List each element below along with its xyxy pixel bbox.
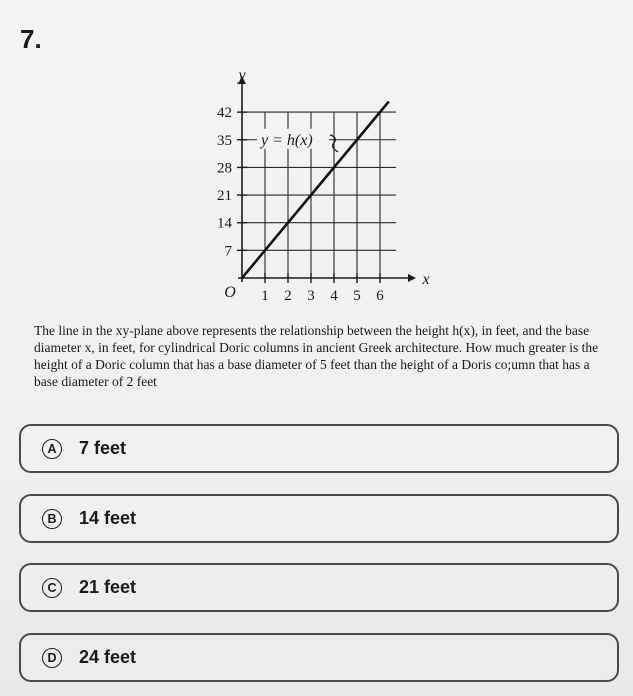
x-tick-label: 4 (330, 288, 338, 304)
y-tick-label: 42 (217, 105, 232, 122)
choice-d[interactable] (19, 633, 619, 682)
x-tick-label: 6 (376, 288, 384, 304)
choice-b-letter: B (42, 509, 62, 529)
y-axis-label: y (238, 67, 246, 84)
choice-a-text: 7 feet (79, 438, 127, 458)
function-label: y = h(x) (261, 131, 313, 149)
choice-d-letter: D (42, 648, 62, 668)
x-axis-arrow (408, 274, 416, 282)
x-tick-label: 5 (353, 288, 361, 304)
series-layer (242, 102, 389, 278)
y-tick-label: 14 (217, 215, 232, 232)
x-tick-label: 1 (261, 288, 269, 304)
choice-c[interactable] (19, 563, 619, 612)
y-tick-label: 28 (217, 160, 232, 177)
choice-a[interactable] (19, 424, 619, 473)
x-tick-label: 2 (284, 288, 292, 304)
question-text: The line in the xy-plane above represents the relationship between the height h(x), in feet, and the base diameter x, in feet, for cylindrical Doric columns in ancient Greek architecture. How much greater is the height of a Doric column that has a base diameter of 5 feet than the height of a Doris co;umn that has a base diameter of 2 feet (34, 323, 599, 389)
y-tick-label: 35 (217, 132, 232, 149)
origin-label: O (224, 284, 236, 301)
x-axis-label: x (422, 271, 430, 288)
line-graph (180, 67, 430, 310)
function-label-leader (330, 135, 338, 152)
y-tick-label: 7 (224, 243, 232, 260)
y-tick-label: 21 (217, 188, 232, 205)
series-line (242, 102, 389, 278)
choice-c-text: 21 feet (79, 577, 137, 597)
choice-b-text: 14 feet (79, 508, 137, 528)
choice-b[interactable] (19, 494, 619, 543)
x-tick-label: 3 (307, 288, 315, 304)
choice-a-letter: A (42, 439, 62, 459)
choice-d-text: 24 feet (79, 647, 137, 667)
question-number: 7. (20, 24, 42, 54)
choice-c-letter: C (42, 578, 62, 598)
